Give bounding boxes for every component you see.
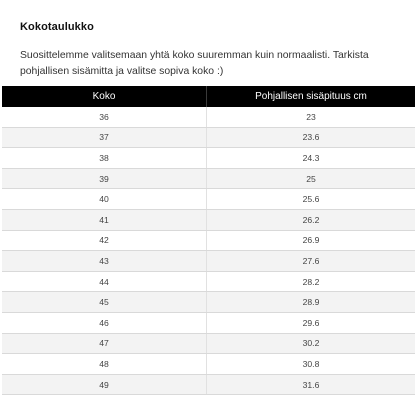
table-row: [2, 354, 415, 375]
cell-insole-length: 29.6: [207, 312, 416, 333]
table-row: [2, 148, 415, 169]
cell-size: 44: [2, 271, 207, 292]
cell-insole-length: 30.2: [207, 333, 416, 354]
table-header-row: [2, 86, 415, 107]
table-row: [2, 168, 415, 189]
table-row: [2, 292, 415, 313]
cell-insole-length: 23: [207, 107, 416, 127]
table-row: [2, 333, 415, 354]
page-title: Kokotaulukko: [20, 21, 94, 33]
cell-size: 42: [2, 230, 207, 251]
cell-insole-length: 28.2: [207, 271, 416, 292]
cell-insole-length: 27.6: [207, 251, 416, 272]
cell-size: 41: [2, 209, 207, 230]
cell-insole-length: 30.8: [207, 354, 416, 375]
table-row: [2, 189, 415, 210]
cell-size: 47: [2, 333, 207, 354]
intro-text: Suosittelemme valitsemaan yhtä koko suuremman kuin normaalisti. Tarkista pohjallisen sisämitta ja valitse sopiva koko :): [20, 50, 369, 77]
cell-insole-length: 24.3: [207, 148, 416, 169]
cell-size: 48: [2, 354, 207, 375]
cell-size: 43: [2, 251, 207, 272]
table-row: [2, 251, 415, 272]
cell-size: 37: [2, 127, 207, 148]
column-header-size: Koko: [2, 86, 207, 107]
cell-size: 49: [2, 374, 207, 395]
cell-size: 36: [2, 107, 207, 127]
table-row: [2, 230, 415, 251]
cell-size: 40: [2, 189, 207, 210]
table-row: [2, 312, 415, 333]
table-row: [2, 374, 415, 395]
cell-insole-length: 25: [207, 168, 416, 189]
cell-insole-length: 28.9: [207, 292, 416, 313]
table-body: [2, 107, 415, 395]
table-row: [2, 127, 415, 148]
size-table: [2, 86, 415, 395]
column-header-insole-length: Pohjallisen sisäpituus cm: [207, 86, 416, 107]
cell-size: 39: [2, 168, 207, 189]
cell-insole-length: 26.9: [207, 230, 416, 251]
table-row: [2, 271, 415, 292]
cell-insole-length: 31.6: [207, 374, 416, 395]
cell-insole-length: 25.6: [207, 189, 416, 210]
cell-insole-length: 26.2: [207, 209, 416, 230]
cell-insole-length: 23.6: [207, 127, 416, 148]
table-row: [2, 209, 415, 230]
cell-size: 46: [2, 312, 207, 333]
table-row: [2, 107, 415, 127]
cell-size: 45: [2, 292, 207, 313]
cell-size: 38: [2, 148, 207, 169]
